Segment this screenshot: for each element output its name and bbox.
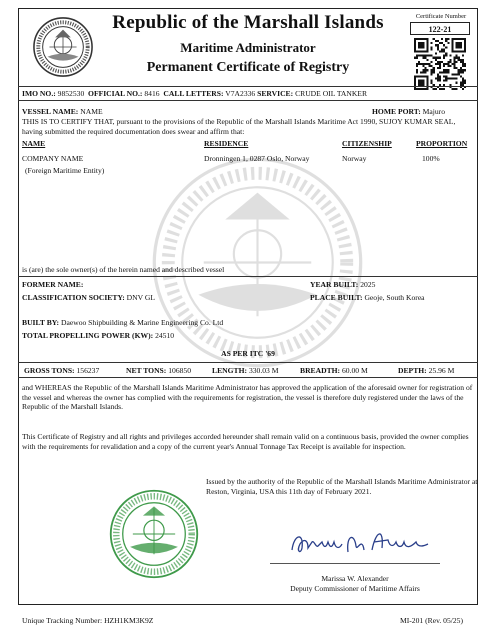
call-letters-label: CALL LETTERS:	[163, 89, 224, 98]
gross-tons-value: 156237	[76, 366, 100, 375]
classification-row	[22, 293, 155, 303]
home-port-row	[372, 107, 445, 117]
place-built-row	[310, 293, 425, 303]
former-name-row	[22, 280, 83, 290]
depth-value: 25.96 M	[428, 366, 455, 375]
length-row	[212, 366, 278, 376]
tonnage-top-divider	[18, 362, 478, 363]
signature-line	[270, 563, 440, 564]
length-value: 330.03 M	[248, 366, 279, 375]
owner-proportion: 100%	[422, 154, 440, 163]
issued-line-2: Reston, Virginia, USA this 11th day of February 2021.	[206, 487, 372, 496]
signature-icon	[284, 522, 434, 562]
place-built-label: PLACE BUILT:	[310, 293, 363, 302]
place-built-value: Geoje, South Korea	[364, 293, 425, 302]
home-port-value: Majuro	[422, 107, 446, 116]
watermark-seal-icon	[150, 155, 365, 370]
certificate-number: 122-21	[410, 22, 470, 35]
signatory-title: Deputy Commissioner of Maritime Affairs	[290, 584, 420, 593]
call-letters-value: V7A2336	[225, 89, 256, 98]
tonnage-bottom-divider	[18, 377, 478, 378]
propelling-power-row	[22, 331, 174, 341]
built-by-label: BUILT BY:	[22, 318, 60, 327]
signatory-name: Marissa W. Alexander	[321, 574, 389, 583]
whereas-statement: and WHEREAS the Republic of the Marshall Islands Maritime Administrator has approved the application of the aforesaid owner for registration of the vessel and whereas the owner has complied with the requirements for registration, the vessel is therefore duly registered under the laws of the Republic of the Marshall Islands.	[22, 383, 473, 412]
republic-title: Republic of the Marshall Islands	[112, 12, 384, 33]
built-by-row	[22, 318, 223, 328]
official-value: 8416	[144, 89, 160, 98]
imo-divider	[18, 100, 478, 101]
owner-residence: Dronningen 1, 0287 Oslo, Norway	[204, 154, 310, 163]
service-value: CRUDE OIL TANKER	[295, 89, 368, 98]
owner-name-header: NAME	[22, 139, 46, 148]
issued-line-1: Issued by the authority of the Republic of the Marshall Islands Maritime Administrator at	[206, 477, 478, 486]
administrator-title: Maritime Administrator	[180, 40, 316, 55]
service-label: SERVICE:	[257, 89, 294, 98]
imo-label: IMO NO.:	[22, 89, 56, 98]
certificate-title: Permanent Certificate of Registry	[146, 60, 350, 75]
former-name-label: FORMER NAME:	[22, 280, 84, 289]
year-built-value: 2025	[360, 280, 376, 289]
commissioner-seal-icon	[108, 488, 200, 580]
depth-row	[398, 366, 454, 376]
owner-citizenship-header: CITIZENSHIP	[342, 139, 392, 148]
breadth-value: 60.00 M	[342, 366, 368, 375]
vessel-name-value: NAME	[80, 107, 103, 116]
as-per-itc: AS PER ITC '69	[221, 349, 275, 358]
owner-residence-header: RESIDENCE	[204, 139, 249, 148]
owners-divider	[18, 276, 478, 277]
header-divider	[18, 86, 478, 87]
tracking-number-label: Unique Tracking Number:	[22, 616, 103, 625]
entity-note: (Foreign Maritime Entity)	[25, 166, 105, 175]
year-built-row	[310, 280, 375, 290]
propelling-power-value: 24510	[155, 331, 175, 340]
certificate-number-label: Certificate Number	[415, 13, 467, 20]
home-port-label: HOME PORT:	[372, 107, 421, 116]
form-number: MI-201 (Rev. 05/25)	[400, 616, 463, 625]
vessel-name-row	[22, 107, 103, 117]
tracking-number-row	[22, 616, 153, 626]
length-label: LENGTH:	[212, 366, 248, 375]
net-tons-row	[126, 366, 191, 376]
validity-statement: This Certificate of Registry and all rights and privileges accorded hereunder shall remain valid on a continuous basis, provided the owner complies with the requirements for revalidation and a copy of the current year's Annual Tonnage Tax Receipt is available for inspection.	[22, 432, 469, 451]
classification-label: CLASSIFICATION SOCIETY:	[22, 293, 125, 302]
year-built-label: YEAR BUILT:	[310, 280, 359, 289]
imo-value: 9852530	[57, 89, 85, 98]
propelling-power-label: TOTAL PROPELLING POWER (KW):	[22, 331, 154, 340]
built-by-value: Daewoo Shipbuilding & Marine Engineering Co. Ltd	[60, 318, 224, 327]
net-tons-label: NET TONS:	[126, 366, 167, 375]
breadth-label: BREADTH:	[300, 366, 341, 375]
depth-label: DEPTH:	[398, 366, 427, 375]
vessel-name-label: VESSEL NAME:	[22, 107, 79, 116]
certify-statement: THIS IS TO CERTIFY THAT, pursuant to the provisions of the Republic of the Marshall Islands Maritime Act 1990, SUJOY KUMAR SEAL, having submitted the required documentation does swear and affirm that:	[22, 117, 456, 136]
qr-code-icon	[414, 38, 466, 90]
classification-value: DNV GL	[126, 293, 156, 302]
sole-owner-statement: is (are) the sole owner(s) of the herein named and described vessel	[22, 265, 225, 274]
breadth-row	[300, 366, 368, 376]
gross-tons-label: GROSS TONS:	[24, 366, 75, 375]
net-tons-value: 106850	[168, 366, 191, 375]
imo-row	[22, 89, 367, 99]
owner-proportion-header: PROPORTION	[416, 139, 468, 148]
tracking-number-value: HZH1KM3K9Z	[104, 616, 154, 625]
official-label: OFFICIAL NO.:	[88, 89, 143, 98]
gross-tons-row	[24, 366, 99, 376]
owner-citizenship: Norway	[342, 154, 367, 163]
owner-name: COMPANY NAME	[22, 154, 84, 163]
